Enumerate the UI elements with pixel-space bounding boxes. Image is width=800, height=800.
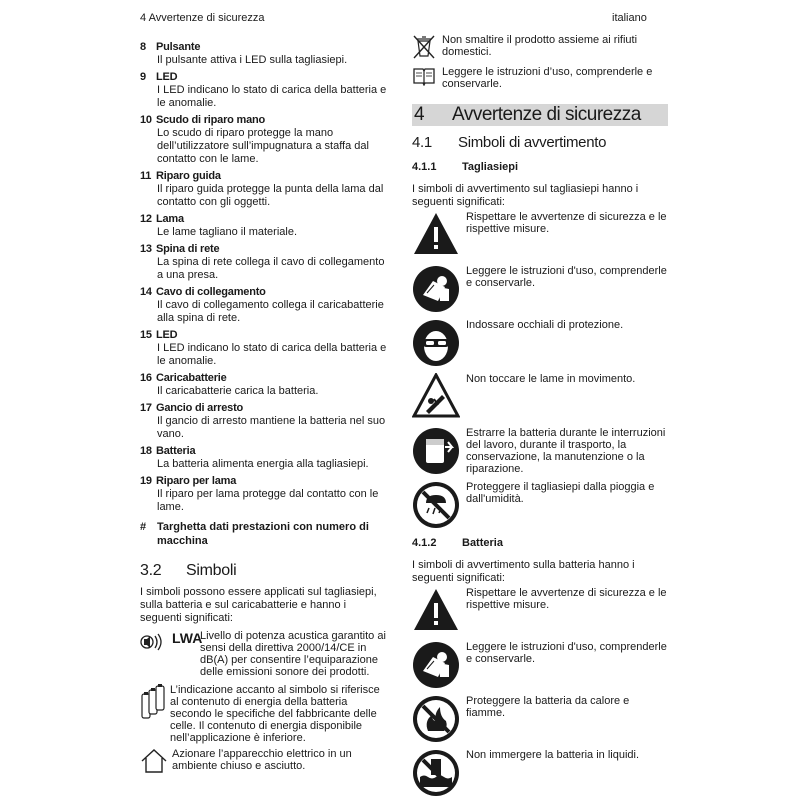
no-rain-icon — [412, 481, 464, 534]
indoor-text: Azionare l’apparecchio elettrico in un ambiente chiuso e asciutto. — [172, 748, 352, 772]
warning-row — [412, 695, 668, 745]
warning-row — [412, 211, 668, 261]
section-3-2-heading — [140, 562, 388, 580]
component-item — [140, 70, 388, 110]
disposal-text: Non smaltire il prodotto assieme ai rifiuti domestici. — [442, 34, 638, 58]
warning-text: Proteggere il tagliasiepi dalla pioggia e dall'umidità. — [466, 481, 655, 505]
warning-row — [412, 481, 668, 531]
symbol-row-book — [412, 66, 668, 90]
component-title: Caricabatterie — [156, 372, 227, 384]
component-number: 13 — [140, 243, 152, 255]
component-title-row — [140, 169, 388, 183]
battery-cells-icon — [140, 684, 170, 722]
component-number: 12 — [140, 213, 152, 225]
section-4-1-2-heading — [412, 537, 668, 549]
component-item — [140, 212, 388, 239]
section-4-1-1-title: Tagliasiepi — [462, 161, 519, 173]
section-4-1-heading — [412, 134, 668, 151]
section-3-2-title: Simboli — [186, 562, 237, 579]
component-number: 10 — [140, 114, 152, 126]
component-item — [140, 474, 388, 514]
component-title-row — [140, 444, 388, 458]
battery-cells-text: L’indicazione accanto al simbolo si riferisce al contenuto di energia della batteria secondo le specifiche del fabbricante delle celle. Il contenuto di energia disponibile nell’applicazione è inferiore. — [170, 684, 380, 744]
read-manual-icon — [412, 265, 464, 318]
component-item — [140, 285, 388, 325]
left-column — [140, 40, 388, 774]
component-number: 9 — [140, 71, 146, 83]
component-number: 11 — [140, 170, 152, 182]
safety-goggles-icon — [412, 319, 464, 372]
component-title: Batteria — [156, 445, 196, 457]
page-header-language: italiano — [612, 12, 647, 24]
section-4-1-1-num: 4.1.1 — [412, 161, 437, 173]
component-title: Pulsante — [156, 41, 201, 53]
component-number: 18 — [140, 445, 152, 457]
component-description: Il cavo di collegamento collega il caricabatterie alla spina di rete. — [157, 299, 384, 324]
warning-text: Rispettare le avvertenze di sicurezza e le rispettive misure. — [466, 211, 667, 235]
component-item — [140, 328, 388, 368]
component-number: 8 — [140, 41, 146, 53]
component-title-row — [140, 212, 388, 226]
section-4-1-1-intro: I simboli di avvertimento sul tagliasiepi hanno i seguenti significati: — [412, 183, 639, 208]
section-4-heading — [412, 104, 668, 126]
section-4-1-1-heading — [412, 161, 668, 173]
warning-text: Estrarre la batteria durante le interruzioni del lavoro, durante il trasporto, la conservazione, la manutenzione o la riparazione. — [466, 427, 666, 475]
component-title: Riparo guida — [156, 170, 221, 182]
section-4-1-num: 4.1 — [412, 134, 432, 151]
component-title-row — [140, 70, 388, 84]
component-title: Riparo per lama — [156, 475, 237, 487]
component-number: 14 — [140, 286, 152, 298]
warning-text: Leggere le istruzioni d'uso, comprenderle e conservarle. — [466, 265, 667, 289]
warning-row — [412, 373, 668, 423]
hedge-trimmer-warnings — [412, 211, 668, 531]
warning-text: Indossare occhiali di protezione. — [466, 319, 624, 331]
warning-triangle-icon — [412, 587, 464, 638]
section-4-1-2-title: Batteria — [462, 537, 503, 549]
lwa-label: LWA — [172, 630, 203, 646]
section-4-1-2-intro: I simboli di avvertimento sulla batteria hanno i seguenti significati: — [412, 559, 635, 584]
nameplate-title: Targhetta dati prestazioni con numero di macchina — [157, 521, 369, 547]
page-header-section: 4 Avvertenze di sicurezza — [140, 12, 265, 24]
component-description: I LED indicano lo stato di carica della batteria e le anomalie. — [157, 342, 387, 367]
component-description: Le lame tagliano il materiale. — [157, 226, 298, 238]
symbol-row-disposal — [412, 34, 668, 60]
warning-text: Non immergere la batteria in liquidi. — [466, 749, 640, 761]
component-description: I LED indicano lo stato di carica della batteria e le anomalie. — [157, 84, 387, 109]
no-immersion-icon — [412, 749, 464, 800]
component-description: Il pulsante attiva i LED sulla tagliasiepi. — [157, 54, 348, 66]
component-title: Spina di rete — [156, 243, 220, 255]
component-description: Il caricabatterie carica la batteria. — [157, 385, 319, 397]
component-number: 19 — [140, 475, 152, 487]
component-title-row — [140, 285, 388, 299]
component-title: Scudo di riparo mano — [156, 114, 266, 126]
sound-power-text: Livello di potenza acustica garantito ai sensi della direttiva 2000/14/CE in dB(A) per consentire l’equiparazione delle emissioni sonore dei prodotti. — [200, 630, 386, 678]
component-description: Il riparo guida protegge la punta della lama dal contatto con gli oggetti. — [157, 183, 384, 208]
section-4-num: 4 — [414, 104, 425, 125]
component-description: La batteria alimenta energia alla tagliasiepi. — [157, 458, 369, 470]
component-item — [140, 169, 388, 209]
indoor-house-icon — [140, 748, 172, 774]
warning-row — [412, 749, 668, 799]
warning-row — [412, 427, 668, 477]
crossed-bin-icon — [412, 34, 442, 60]
book-text: Leggere le istruzioni d’uso, comprenderle e conservarle. — [442, 66, 653, 90]
remove-battery-icon — [412, 427, 464, 480]
component-title: Cavo di collegamento — [156, 286, 266, 298]
component-number: 15 — [140, 329, 152, 341]
no-fire-icon — [412, 695, 464, 748]
component-title: Lama — [156, 213, 184, 225]
component-description: Lo scudo di riparo protegge la mano dell’utilizzatore sull’impugnatura a staffa dal contatto con le lame. — [157, 127, 369, 165]
component-item — [140, 371, 388, 398]
component-item — [140, 444, 388, 471]
right-column — [412, 34, 668, 799]
warning-text: Proteggere la batteria da calore e fiamme. — [466, 695, 630, 719]
section-3-2-intro: I simboli possono essere applicati sul tagliasiepi, sulla batteria e sul caricabatterie e hanno i seguenti significati: — [140, 586, 377, 624]
component-title-row — [140, 474, 388, 488]
warning-row — [412, 641, 668, 691]
warning-triangle-icon — [412, 211, 464, 262]
component-number: 17 — [140, 402, 152, 414]
component-description: Il gancio di arresto mantiene la batteria nel suo vano. — [157, 415, 386, 440]
open-book-icon — [412, 66, 442, 86]
component-item — [140, 113, 388, 166]
read-manual-icon — [412, 641, 464, 694]
component-description: La spina di rete collega il cavo di collegamento a una presa. — [157, 256, 385, 281]
component-title-row — [140, 40, 388, 54]
component-title-row — [140, 401, 388, 415]
battery-warnings — [412, 587, 668, 799]
moving-blades-warning-icon — [412, 373, 464, 424]
symbol-row-sound-power — [140, 630, 388, 678]
warning-text: Rispettare le avvertenze di sicurezza e le rispettive misure. — [466, 587, 667, 611]
warning-row — [412, 265, 668, 315]
sound-power-icon — [140, 630, 172, 654]
component-item — [140, 401, 388, 441]
warning-text: Leggere le istruzioni d'uso, comprenderle e conservarle. — [466, 641, 667, 665]
warning-row — [412, 319, 668, 369]
section-4-1-2-num: 4.1.2 — [412, 537, 437, 549]
component-title-row — [140, 371, 388, 385]
symbol-row-battery-cells — [140, 684, 388, 744]
nameplate-item — [140, 520, 388, 548]
warning-text: Non toccare le lame in movimento. — [466, 373, 636, 385]
component-title: Gancio di arresto — [156, 402, 244, 414]
component-description: Il riparo per lama protegge dal contatto con le lame. — [157, 488, 379, 513]
component-title: LED — [156, 329, 178, 341]
component-item — [140, 242, 388, 282]
section-4-1-title: Simboli di avvertimento — [458, 134, 607, 151]
section-4-title: Avvertenze di sicurezza — [452, 104, 641, 125]
component-title-row — [140, 113, 388, 127]
symbol-row-indoor — [140, 748, 388, 774]
nameplate-num: # — [140, 521, 147, 533]
component-title-row — [140, 328, 388, 342]
section-3-2-num: 3.2 — [140, 562, 162, 579]
component-number: 16 — [140, 372, 152, 384]
component-item — [140, 40, 388, 67]
components-list — [140, 40, 388, 514]
component-title-row — [140, 242, 388, 256]
component-title: LED — [156, 71, 178, 83]
warning-row — [412, 587, 668, 637]
